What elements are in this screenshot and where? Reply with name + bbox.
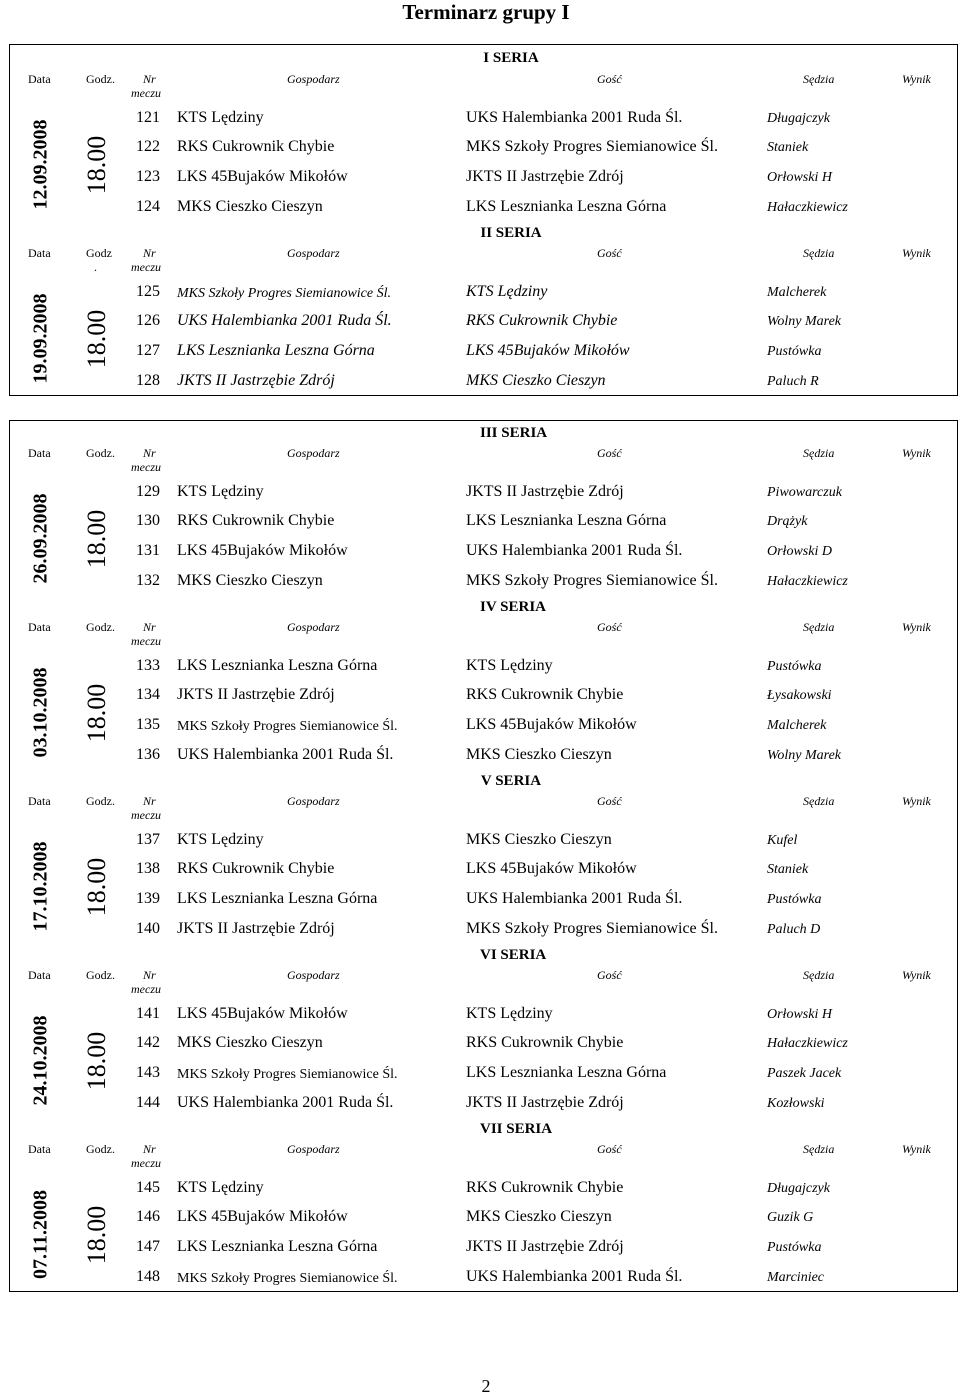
match-home: KTS Lędziny — [177, 483, 264, 500]
series-title: VI SERIA — [480, 947, 547, 963]
series-time: 18.00 — [82, 1205, 111, 1265]
series-date: 26.09.2008 — [29, 493, 52, 584]
header-referee: Sędzia — [803, 794, 835, 808]
match-home: KTS Lędziny — [177, 831, 264, 848]
match-nr: 121 — [136, 109, 160, 126]
header-date: Data — [28, 1142, 51, 1156]
match-home: MKS Szkoły Progres Siemianowice Śl. — [177, 1271, 398, 1286]
match-away: MKS Szkoły Progres Siemianowice Śl. — [466, 138, 718, 155]
series-date: 17.10.2008 — [29, 841, 52, 932]
header-result: Wynik — [902, 968, 931, 982]
series-time: 18.00 — [82, 857, 111, 917]
match-referee: Kufel — [767, 833, 798, 848]
series-title: V SERIA — [480, 773, 542, 789]
header-referee: Sędzia — [803, 72, 835, 86]
match-home: LKS 45Bujaków Mikołów — [177, 1005, 348, 1022]
header-time: Godz. — [86, 968, 115, 982]
match-referee: Wolny Marek — [767, 314, 841, 329]
header-nr-meczu: meczu — [131, 1156, 161, 1170]
match-home: RKS Cukrownik Chybie — [177, 512, 335, 529]
match-away: MKS Szkoły Progres Siemianowice Śl. — [466, 572, 718, 589]
match-referee: Paluch D — [767, 922, 821, 937]
match-referee: Hałaczkiewicz — [767, 574, 848, 589]
match-home: MKS Szkoły Progres Siemianowice Śl. — [177, 1067, 398, 1082]
match-home: MKS Cieszko Cieszyn — [177, 1034, 323, 1051]
page-number: 2 — [481, 1376, 491, 1396]
match-referee: Malcherek — [767, 718, 827, 733]
series-date: 07.11.2008 — [29, 1190, 52, 1279]
match-away: KTS Lędziny — [466, 657, 553, 674]
header-time: Godz — [86, 246, 112, 260]
match-referee: Kozłowski — [767, 1096, 825, 1111]
match-nr: 128 — [136, 372, 160, 389]
match-referee: Paluch R — [767, 374, 819, 389]
match-home: UKS Halembianka 2001 Ruda Śl. — [177, 746, 394, 763]
series-date: 12.09.2008 — [29, 119, 52, 210]
match-home: LKS Lesznianka Leszna Górna — [177, 890, 378, 907]
match-away: LKS Lesznianka Leszna Górna — [466, 198, 667, 215]
match-home: UKS Halembianka 2001 Ruda Śl. — [177, 312, 392, 329]
match-nr: 137 — [136, 831, 160, 848]
header-home: Gospodarz — [287, 246, 340, 260]
header-nr: Nr — [143, 1142, 156, 1156]
match-nr: 130 — [136, 512, 160, 529]
header-referee: Sędzia — [803, 620, 835, 634]
match-referee: Staniek — [767, 862, 809, 877]
header-nr-meczu: meczu — [131, 86, 161, 100]
match-away: LKS Lesznianka Leszna Górna — [466, 1064, 667, 1081]
match-away: LKS 45Bujaków Mikołów — [466, 860, 637, 877]
page-title: Terminarz grupy I — [402, 0, 570, 24]
match-home: KTS Lędziny — [177, 109, 264, 126]
header-date: Data — [28, 246, 51, 260]
header-time-dot: . — [94, 260, 97, 274]
match-home: RKS Cukrownik Chybie — [177, 860, 335, 877]
match-away: LKS 45Bujaków Mikołów — [466, 342, 630, 359]
series-date: 24.10.2008 — [29, 1015, 52, 1106]
header-nr: Nr — [143, 968, 156, 982]
match-nr: 142 — [136, 1034, 160, 1051]
match-referee: Staniek — [767, 140, 809, 155]
series-title: III SERIA — [480, 425, 548, 441]
match-home: LKS 45Bujaków Mikołów — [177, 168, 348, 185]
header-result: Wynik — [902, 794, 931, 808]
match-away: LKS Lesznianka Leszna Górna — [466, 512, 667, 529]
match-nr: 133 — [136, 657, 160, 674]
match-home: LKS Lesznianka Leszna Górna — [177, 1238, 378, 1255]
header-nr-meczu: meczu — [131, 808, 161, 822]
match-home: LKS Lesznianka Leszna Górna — [177, 657, 378, 674]
series-date: 03.10.2008 — [29, 667, 52, 758]
header-nr: Nr — [143, 794, 156, 808]
header-home: Gospodarz — [287, 446, 340, 460]
header-result: Wynik — [902, 72, 931, 86]
match-nr: 143 — [136, 1064, 160, 1081]
header-result: Wynik — [902, 1142, 931, 1156]
match-away: UKS Halembianka 2001 Ruda Śl. — [466, 890, 683, 907]
match-nr: 146 — [136, 1208, 160, 1225]
match-referee: Guzik G — [767, 1210, 814, 1225]
header-nr-meczu: meczu — [131, 982, 161, 996]
match-home: JKTS II Jastrzębie Zdrój — [177, 372, 335, 389]
match-home: LKS 45Bujaków Mikołów — [177, 542, 348, 559]
header-date: Data — [28, 794, 51, 808]
match-referee: Pustówka — [767, 1240, 822, 1255]
header-time: Godz. — [86, 446, 115, 460]
series-time: 18.00 — [82, 1031, 111, 1091]
header-referee: Sędzia — [803, 246, 835, 260]
match-away: MKS Cieszko Cieszyn — [466, 1208, 612, 1225]
header-nr-meczu: meczu — [131, 260, 161, 274]
series-time: 18.00 — [82, 135, 111, 195]
match-home: MKS Cieszko Cieszyn — [177, 198, 323, 215]
series-title: II SERIA — [480, 225, 542, 241]
header-time: Godz. — [86, 72, 115, 86]
header-away: Gość — [597, 968, 622, 982]
match-away: RKS Cukrownik Chybie — [466, 686, 624, 703]
match-away: UKS Halembianka 2001 Ruda Śl. — [466, 1268, 683, 1285]
match-away: MKS Szkoły Progres Siemianowice Śl. — [466, 920, 718, 937]
match-referee: Orłowski D — [767, 544, 832, 559]
match-referee: Długajczyk — [767, 111, 830, 126]
series-time: 18.00 — [82, 683, 111, 743]
header-result: Wynik — [902, 620, 931, 634]
series-date: 19.09.2008 — [29, 293, 52, 384]
header-away: Gość — [597, 446, 622, 460]
match-referee: Pustówka — [767, 892, 822, 907]
match-home: MKS Cieszko Cieszyn — [177, 572, 323, 589]
match-home: LKS 45Bujaków Mikołów — [177, 1208, 348, 1225]
match-away: JKTS II Jastrzębie Zdrój — [466, 168, 624, 185]
header-home: Gospodarz — [287, 794, 340, 808]
match-away: KTS Lędziny — [466, 1005, 553, 1022]
match-away: KTS Lędziny — [466, 283, 548, 300]
match-nr: 134 — [136, 686, 160, 703]
match-nr: 148 — [136, 1268, 160, 1285]
header-away: Gość — [597, 246, 622, 260]
match-referee: Pustówka — [767, 344, 822, 359]
match-nr: 135 — [136, 716, 160, 733]
header-nr: Nr — [143, 246, 156, 260]
match-away: UKS Halembianka 2001 Ruda Śl. — [466, 109, 683, 126]
match-nr: 131 — [136, 542, 160, 559]
series-title: VII SERIA — [480, 1121, 553, 1137]
match-nr: 126 — [136, 312, 160, 329]
match-referee: Piwowarczuk — [767, 485, 842, 500]
match-home: RKS Cukrownik Chybie — [177, 138, 335, 155]
match-away: JKTS II Jastrzębie Zdrój — [466, 483, 624, 500]
header-nr: Nr — [143, 72, 156, 86]
match-referee: Marciniec — [767, 1270, 825, 1285]
match-away: JKTS II Jastrzębie Zdrój — [466, 1094, 624, 1111]
header-nr: Nr — [143, 620, 156, 634]
header-date: Data — [28, 72, 51, 86]
match-referee: Pustówka — [767, 659, 822, 674]
match-nr: 125 — [136, 283, 160, 300]
match-home: JKTS II Jastrzębie Zdrój — [177, 686, 335, 703]
header-time: Godz. — [86, 1142, 115, 1156]
match-away: RKS Cukrownik Chybie — [466, 1034, 624, 1051]
header-home: Gospodarz — [287, 620, 340, 634]
match-nr: 138 — [136, 860, 160, 877]
header-away: Gość — [597, 620, 622, 634]
match-referee: Orłowski H — [767, 170, 832, 185]
series-time: 18.00 — [82, 509, 111, 569]
match-referee: Wolny Marek — [767, 748, 841, 763]
header-away: Gość — [597, 794, 622, 808]
header-home: Gospodarz — [287, 1142, 340, 1156]
match-home: MKS Szkoły Progres Siemianowice Śl. — [177, 719, 398, 734]
series-title: IV SERIA — [480, 599, 546, 615]
match-nr: 132 — [136, 572, 160, 589]
match-home: KTS Lędziny — [177, 1179, 264, 1196]
match-away: LKS 45Bujaków Mikołów — [466, 716, 637, 733]
match-home: UKS Halembianka 2001 Ruda Śl. — [177, 1094, 394, 1111]
match-nr: 124 — [136, 198, 160, 215]
match-home: MKS Szkoły Progres Siemianowice Śl. — [177, 286, 391, 301]
match-nr: 122 — [136, 138, 160, 155]
header-referee: Sędzia — [803, 1142, 835, 1156]
match-away: UKS Halembianka 2001 Ruda Śl. — [466, 542, 683, 559]
header-referee: Sędzia — [803, 968, 835, 982]
header-date: Data — [28, 620, 51, 634]
header-nr-meczu: meczu — [131, 460, 161, 474]
match-home: JKTS II Jastrzębie Zdrój — [177, 920, 335, 937]
match-away: RKS Cukrownik Chybie — [466, 312, 618, 329]
match-away: MKS Cieszko Cieszyn — [466, 372, 606, 389]
match-nr: 145 — [136, 1179, 160, 1196]
match-referee: Drążyk — [767, 514, 808, 529]
header-away: Gość — [597, 72, 622, 86]
match-home: LKS Lesznianka Leszna Górna — [177, 342, 375, 359]
match-referee: Orłowski H — [767, 1007, 832, 1022]
match-nr: 141 — [136, 1005, 160, 1022]
series-time: 18.00 — [82, 309, 111, 369]
header-result: Wynik — [902, 246, 931, 260]
series-title: I SERIA — [483, 50, 539, 66]
match-nr: 147 — [136, 1238, 160, 1255]
header-time: Godz. — [86, 794, 115, 808]
match-referee: Paszek Jacek — [767, 1066, 842, 1081]
match-nr: 144 — [136, 1094, 160, 1111]
match-nr: 123 — [136, 168, 160, 185]
match-referee: Długajczyk — [767, 1181, 830, 1196]
match-referee: Malcherek — [767, 285, 827, 300]
match-away: RKS Cukrownik Chybie — [466, 1179, 624, 1196]
header-time: Godz. — [86, 620, 115, 634]
header-away: Gość — [597, 1142, 622, 1156]
header-home: Gospodarz — [287, 968, 340, 982]
match-away: MKS Cieszko Cieszyn — [466, 831, 612, 848]
match-nr: 140 — [136, 920, 160, 937]
header-nr-meczu: meczu — [131, 634, 161, 648]
header-referee: Sędzia — [803, 446, 835, 460]
match-referee: Hałaczkiewicz — [767, 200, 848, 215]
match-nr: 127 — [136, 342, 160, 359]
match-referee: Łysakowski — [767, 688, 832, 703]
match-nr: 139 — [136, 890, 160, 907]
match-nr: 136 — [136, 746, 160, 763]
header-home: Gospodarz — [287, 72, 340, 86]
header-result: Wynik — [902, 446, 931, 460]
match-away: JKTS II Jastrzębie Zdrój — [466, 1238, 624, 1255]
header-nr: Nr — [143, 446, 156, 460]
match-nr: 129 — [136, 483, 160, 500]
header-date: Data — [28, 968, 51, 982]
match-referee: Hałaczkiewicz — [767, 1036, 848, 1051]
header-date: Data — [28, 446, 51, 460]
match-away: MKS Cieszko Cieszyn — [466, 746, 612, 763]
